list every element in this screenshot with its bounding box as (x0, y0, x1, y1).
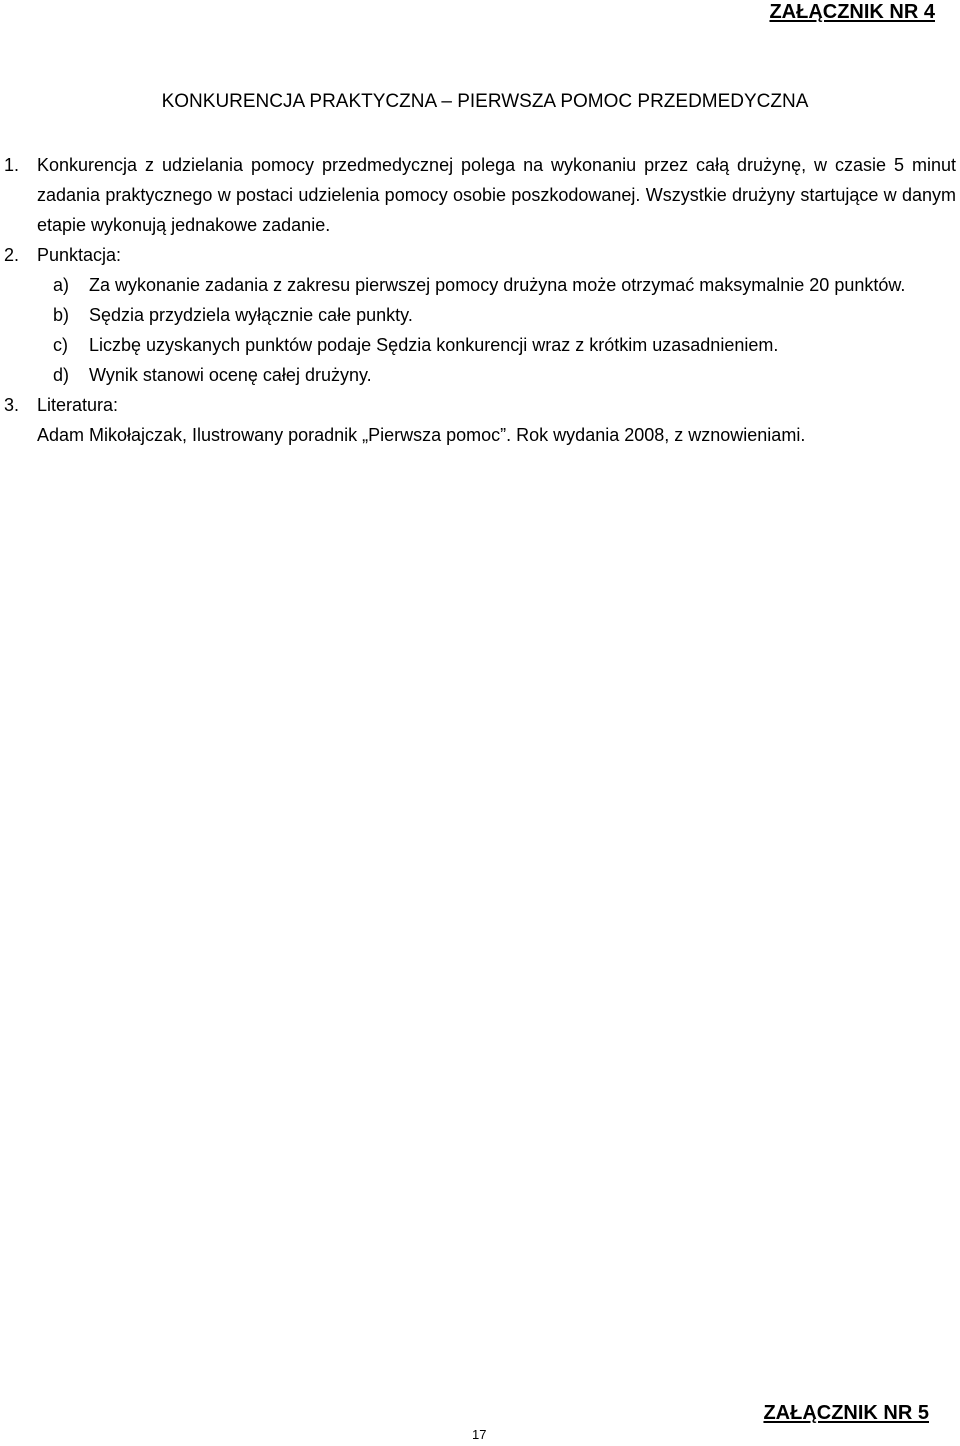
list-item-c (53, 330, 956, 360)
document-title: KONKURENCJA PRAKTYCZNA – PIERWSZA POMOC PRZEDMEDYCZNA (161, 91, 809, 112)
section-2 (4, 240, 956, 270)
list-item-label: c) (53, 335, 68, 355)
section-heading: Punktacja: (37, 245, 122, 265)
section-1 (4, 150, 956, 240)
list-item-label: a) (53, 275, 70, 295)
document-body (4, 150, 956, 450)
list-item-label: b) (53, 305, 70, 325)
section-number: 2. (4, 245, 20, 265)
section-text: Konkurencja z udzielania pomocy przedmedycznej polega na wykonaniu przez całą drużynę, w czasie 5 minut zadania praktycznego w postaci udzielenia pomocy osobie poszkodowanej. Wszystkie drużyny startujące w danym etapie wykonują jednakowe zadanie. (37, 155, 956, 235)
section-3 (4, 390, 956, 420)
list-item-label: d) (53, 365, 70, 385)
annex-heading-top: ZAŁĄCZNIK NR 4 (769, 1, 935, 23)
list-item-b (53, 300, 956, 330)
list-item-text: Liczbę uzyskanych punktów podaje Sędzia konkurencji wraz z krótkim uzasadnieniem. (89, 335, 779, 355)
section-number: 1. (4, 155, 20, 175)
section-number: 3. (4, 395, 20, 415)
list-item-text: Za wykonanie zadania z zakresu pierwszej pomocy drużyna może otrzymać maksymalnie 20 punktów. (89, 275, 906, 295)
list-item-a (53, 270, 956, 300)
section-heading: Literatura: (37, 395, 119, 415)
list-item-text: Sędzia przydziela wyłącznie całe punkty. (89, 305, 413, 325)
literature-reference: Adam Mikołajczak, Ilustrowany poradnik „Pierwsza pomoc”. Rok wydania 2008, z wznowieniami. (37, 425, 806, 445)
list-item-text: Wynik stanowi ocenę całej drużyny. (89, 365, 372, 385)
page-number: 17 (472, 1427, 487, 1442)
list-item-d (53, 360, 956, 390)
annex-heading-bottom: ZAŁĄCZNIK NR 5 (763, 1402, 929, 1424)
